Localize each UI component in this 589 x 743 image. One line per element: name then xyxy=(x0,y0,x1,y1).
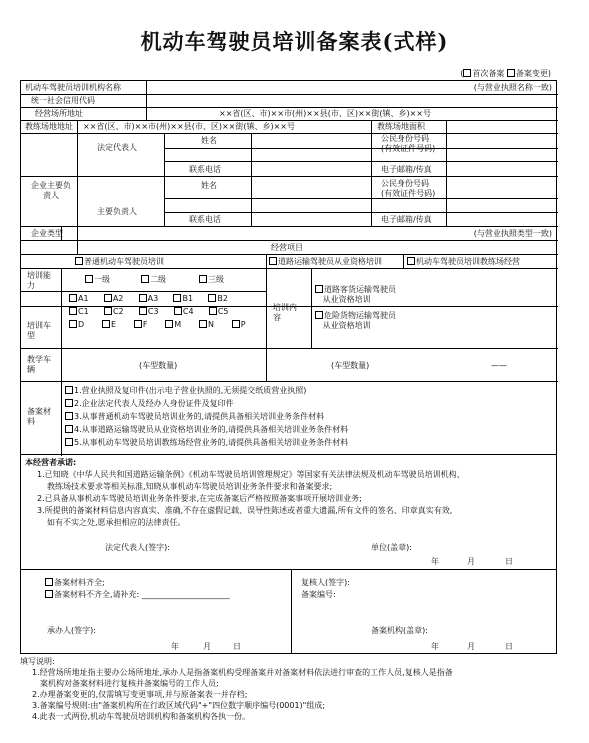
office-month-right: 月 xyxy=(467,642,475,651)
vehicle-count-dash: —— xyxy=(491,361,507,370)
note-4: 4.此表一式两份,机动车驾驶员培训机构和备案机构各执一份。 xyxy=(32,712,251,721)
vehicle-count-transport: (车型数量) xyxy=(331,361,370,370)
site-operation-option[interactable]: 机动车驾驶员培训教练场经营 xyxy=(407,257,520,267)
training-site-label: 教练场地地址 xyxy=(25,122,73,131)
legal-rep-id-label: 公民身份号码 (有效证件号码) xyxy=(381,134,436,153)
legal-rep-email-label: 电子邮箱/传真 xyxy=(381,165,432,174)
materials-incomplete-option[interactable]: 备案材料不齐全,请补充: ______________________ xyxy=(45,590,230,600)
material-4[interactable]: 4.从事道路运输驾驶员从业资格培训业务的,请提供具备相关培训业务条件材料 xyxy=(65,425,348,435)
promise-item-3b: 如有不实之处,愿承担相应的法律责任。 xyxy=(47,518,186,527)
page-title: 机动车驾驶员培训备案表(式样) xyxy=(140,29,449,54)
legal-rep-name-label: 姓名 xyxy=(201,136,217,145)
main-person-label: 主要负责人 xyxy=(97,207,137,216)
main-person-email-label: 电子邮箱/传真 xyxy=(381,215,432,224)
note-1: 1.经营场所地址指主要办公场所地址,承办人是指备案机构受理备案并对备案材料依法进行审查的工作人员,复核人是指备 xyxy=(32,668,453,677)
vehicle-type-label: 培训车型 xyxy=(27,321,51,340)
principal-label: 企业主要负责人 xyxy=(31,181,71,200)
content-option-2[interactable]: 危险货物运输驾驶员 从业资格培训 xyxy=(315,311,396,331)
main-person-phone-label: 联系电话 xyxy=(189,215,221,224)
promise-item-3: 3.所提供的备案材料信息内容真实、准确,不存在虚假记载、误导性陈述或者重大遗漏,所有文件的签名、印章真实有效, xyxy=(37,506,453,515)
content-label: 培训内容 xyxy=(273,303,297,322)
office-day-right: 日 xyxy=(505,642,513,651)
business-address-label: 经营场所地址 xyxy=(35,109,83,118)
notes-heading: 填写说明: xyxy=(20,657,55,666)
transport-qual-option[interactable]: 道路运输驾驶员从业资格培训 xyxy=(269,257,382,267)
office-day-left: 日 xyxy=(233,642,241,651)
company-type-hint: (与营业执照类型一致) xyxy=(473,229,552,238)
record-number[interactable]: 备案编号: xyxy=(301,590,336,599)
level-3-option[interactable]: 三级 xyxy=(199,275,224,285)
training-site-area-label: 教练场地面积 xyxy=(377,122,425,131)
materials-label: 备案材料 xyxy=(27,407,51,426)
vehicle-types-row-1[interactable]: A1 A2 A3 B1 B2 xyxy=(69,294,228,304)
note-1b: 案机构对备案材料进行复核并备案编号的工作人员; xyxy=(40,679,219,688)
first-filing-checkbox[interactable] xyxy=(463,69,471,77)
company-seal[interactable]: 单位(盖章): xyxy=(371,543,412,552)
material-2[interactable]: 2.企业法定代表人及经办人身份证件及复印件 xyxy=(65,399,234,409)
office-year-right: 年 xyxy=(431,642,439,651)
training-site-value: ××省(区、市)××市(州)××县(市、区)××街(镇、乡)××号 xyxy=(83,122,295,131)
material-1[interactable]: 1.营业执照及复印件(出示电子营业执照的,无须提交纸质营业执照) xyxy=(65,386,306,396)
promise-day: 日 xyxy=(505,557,513,566)
level-1-option[interactable]: 一级 xyxy=(85,275,110,285)
notes xyxy=(20,656,560,722)
legal-rep-sign[interactable]: 法定代表人(签字): xyxy=(105,543,170,552)
content-option-1[interactable]: 道路客货运输驾驶员 从业资格培训 xyxy=(315,285,396,305)
company-type-label: 企业类型 xyxy=(31,229,63,238)
office-year-left: 年 xyxy=(171,642,179,651)
note-3: 3.备案编号规则:由"备案机构所在行政区域代码"+"四位数字顺序编号(0001)"组成; xyxy=(32,701,326,710)
material-5[interactable]: 5.从事机动车驾驶员培训教练场经营业务的,请提供具备相关培训业务条件材料 xyxy=(65,438,348,448)
teaching-vehicles-label: 教学车辆 xyxy=(27,355,51,374)
change-filing-checkbox[interactable] xyxy=(507,69,515,77)
legal-rep-label: 法定代表人 xyxy=(97,143,137,152)
vehicle-types-row-2[interactable]: C1 C2 C3 C4 C5 xyxy=(69,307,229,317)
material-3[interactable]: 3.从事普通机动车驾驶员培训业务的,请提供具备相关培训业务条件材料 xyxy=(65,412,324,422)
filing-type: ( 首次备案 备案变更) xyxy=(460,69,551,78)
promise-item-2: 2.已具备从事机动车驾驶员培训业务条件要求,在完成备案后严格按照备案事项开展培训业务; xyxy=(37,494,362,503)
level-2-option[interactable]: 二级 xyxy=(141,275,166,285)
ability-label: 培训能力 xyxy=(27,271,51,290)
promise-item-1b: 教练场技术要求等相关标准,知晓从事机动车驾驶员培训业务条件要求和备案要求; xyxy=(47,482,333,491)
office-month-left: 月 xyxy=(203,642,211,651)
note-2: 2.办理备案变更的,仅需填写变更事项,并与原备案表一并存档; xyxy=(32,690,248,699)
vehicle-types-row-3[interactable]: D E F M N P xyxy=(69,320,246,330)
credit-code-label: 统一社会信用代码 xyxy=(31,96,95,105)
promise-item-1: 1.已知晓《中华人民共和国道路运输条例》《机动车驾驶员培训管理规定》等国家有关法律法规及机动车驾驶员培训机构、 xyxy=(37,470,465,479)
agency-seal[interactable]: 备案机构(盖章): xyxy=(371,626,428,635)
general-training-option[interactable]: 普通机动车驾驶员培训 xyxy=(75,257,164,267)
promise-heading: 本经营者承诺: xyxy=(25,458,77,467)
promise-section xyxy=(20,455,557,570)
materials-complete-option[interactable]: 备案材料齐全; xyxy=(45,578,105,588)
business-items-label: 经营项目 xyxy=(271,243,303,252)
office-section xyxy=(20,570,557,654)
business-address-value: ××省(区、市)××市(州)××县(市、区)××街(镇、乡)××号 xyxy=(219,109,431,118)
filing-table xyxy=(20,80,557,455)
promise-year: 年 xyxy=(431,557,439,566)
main-person-name-label: 姓名 xyxy=(201,181,217,190)
org-name-label: 机动车驾驶员培训机构名称 xyxy=(25,83,121,92)
promise-month: 月 xyxy=(467,557,475,566)
reviewer-sign[interactable]: 复核人(签字): xyxy=(301,578,350,587)
legal-rep-phone-label: 联系电话 xyxy=(189,165,221,174)
main-person-id-label: 公民身份号码 (有效证件号码) xyxy=(381,179,436,198)
org-name-hint: (与营业执照名称一致) xyxy=(473,83,552,92)
handler-sign[interactable]: 承办人(签字): xyxy=(47,626,96,635)
vehicle-count-general: (车型数量) xyxy=(139,361,178,370)
